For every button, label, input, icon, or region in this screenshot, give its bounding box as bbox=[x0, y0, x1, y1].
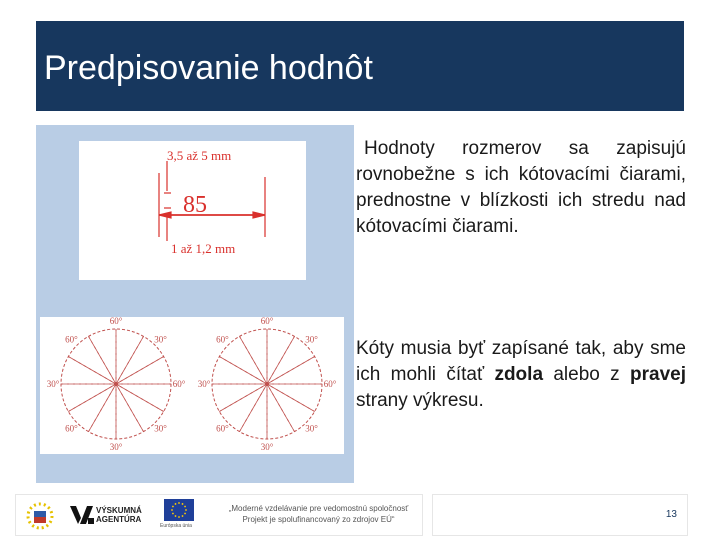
eu-star bbox=[182, 515, 184, 517]
dimension-value: 85 bbox=[183, 192, 207, 218]
right-angle-label: 30° bbox=[305, 334, 318, 345]
angle-circles-figure bbox=[40, 317, 344, 454]
gap-label: 1 až 1,2 mm bbox=[171, 241, 236, 256]
left-angle-label: 60° bbox=[65, 334, 78, 345]
agency-mark-icon bbox=[70, 504, 94, 526]
p2-zdola: zdola bbox=[494, 364, 544, 385]
eu-star bbox=[172, 513, 174, 515]
right-angle-label: 60° bbox=[260, 317, 274, 326]
dimension-figure bbox=[79, 141, 306, 280]
title-bar bbox=[36, 21, 684, 111]
eu-star bbox=[171, 509, 173, 511]
right-angle-label: 60° bbox=[216, 334, 229, 345]
agency-logo bbox=[70, 504, 160, 528]
left-angle-label: 30° bbox=[154, 423, 167, 434]
left-angle-label: 60° bbox=[172, 379, 186, 389]
dimension-drawing bbox=[79, 141, 306, 280]
paragraph-dimension-placement: Hodnoty rozmerov sa zapisujú rovnobežne s ich kótovacími čiarami, prednostne v blízkosti ich stredu nad kótovacími čiarami. bbox=[356, 138, 686, 237]
left-angle-label: 60° bbox=[65, 423, 78, 434]
angle-circles-drawing bbox=[40, 317, 344, 454]
right-arrow bbox=[253, 212, 265, 218]
left-angle-label: 30° bbox=[46, 379, 60, 389]
eu-star bbox=[182, 503, 184, 505]
right-angle-label: 60° bbox=[323, 379, 337, 389]
slide-title: Predpisovanie hodnôt bbox=[44, 49, 373, 87]
eu-star bbox=[184, 513, 186, 515]
eu-star bbox=[178, 516, 180, 518]
eu-star bbox=[184, 506, 186, 508]
eu-star bbox=[185, 509, 187, 511]
p2-part1: Kóty musia byť zapísané tak, aby sme ich mohli čítať bbox=[356, 338, 686, 385]
p2-part2: alebo z bbox=[543, 364, 631, 385]
right-angle-label: 30° bbox=[260, 442, 274, 452]
eu-star bbox=[178, 502, 180, 504]
text-height-label: 3,5 až 5 mm bbox=[167, 148, 232, 163]
eu-caption: Európska únia bbox=[160, 523, 192, 529]
right-center-dot bbox=[265, 382, 269, 386]
p2-part3: strany výkresu. bbox=[356, 390, 484, 411]
footer-project-text bbox=[216, 503, 421, 525]
left-angle-label: 30° bbox=[109, 442, 123, 452]
left-arrow bbox=[159, 212, 171, 218]
paragraph-reading-direction bbox=[356, 336, 686, 414]
ministry-logo-icon bbox=[20, 497, 60, 535]
agency-line2: AGENTÚRA bbox=[96, 515, 142, 524]
left-angle-label: 60° bbox=[109, 317, 123, 326]
left-center-dot bbox=[114, 382, 118, 386]
right-angle-label: 30° bbox=[305, 423, 318, 434]
eu-star bbox=[175, 503, 177, 505]
agency-name bbox=[96, 506, 142, 524]
right-angle-label: 60° bbox=[216, 423, 229, 434]
right-angle-label: 30° bbox=[197, 379, 211, 389]
page-number: 13 bbox=[665, 509, 677, 520]
left-angle-label: 30° bbox=[154, 334, 167, 345]
p2-pravej: pravej bbox=[630, 364, 686, 385]
eu-star bbox=[175, 515, 177, 517]
page-number-box bbox=[432, 494, 688, 536]
footer-text-line2: Projekt je spolufinancovaný zo zdrojov EÚ“ bbox=[242, 515, 395, 524]
agency-line1: VÝSKUMNÁ bbox=[96, 506, 142, 515]
eu-flag-icon bbox=[164, 499, 194, 521]
footer-text-line1: „Moderné vzdelávanie pre vedomostnú spoločnosť bbox=[228, 504, 409, 513]
eu-star bbox=[172, 506, 174, 508]
footer-logos bbox=[15, 494, 423, 536]
